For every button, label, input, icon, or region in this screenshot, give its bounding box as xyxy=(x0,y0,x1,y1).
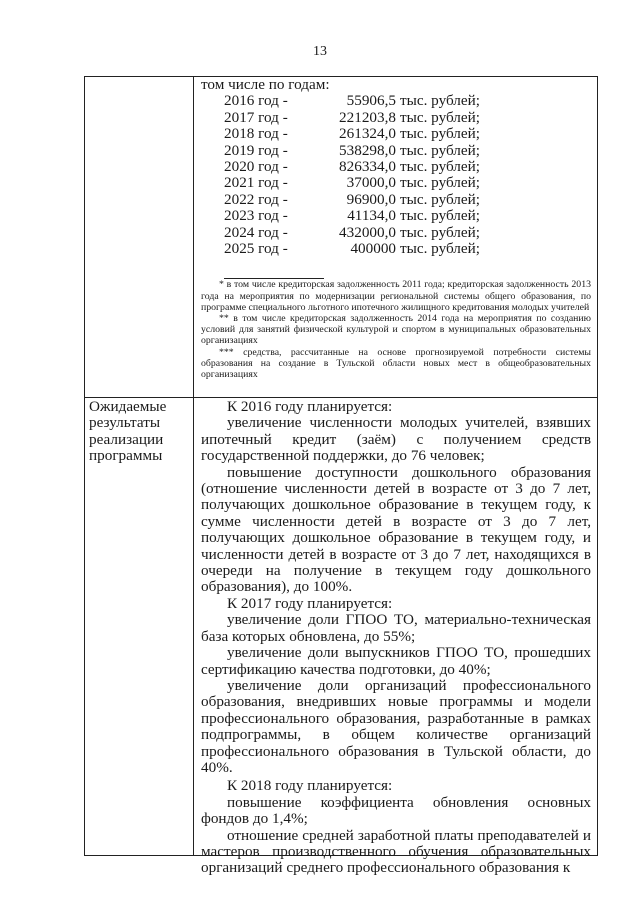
funding-year-unit: тыс. рублей; xyxy=(400,158,480,176)
funding-year-value: 400000 xyxy=(350,240,396,258)
funding-year-label: 2018 год - xyxy=(224,125,288,143)
funding-year-label: 2024 год - xyxy=(224,223,288,241)
funding-year-label: 2016 год - xyxy=(224,92,288,110)
funding-year-label: 2025 год - xyxy=(224,240,288,258)
funding-year-row xyxy=(224,159,591,175)
results-2018-heading: К 2018 году планируется: xyxy=(227,777,393,795)
funding-year-label: 2022 год - xyxy=(224,190,288,208)
funding-year-value: 221203,8 xyxy=(339,108,396,126)
funding-year-value: 432000,0 xyxy=(339,223,396,241)
footnote: ** в том числе кредиторская задолженность 2014 года на мероприятия по созданию условий для занятий физической культурой и спортом в муниципальных образовательных организациях xyxy=(201,313,591,347)
funding-year-unit: тыс. рублей; xyxy=(400,174,480,192)
funding-year-value: 55906,5 xyxy=(346,92,396,110)
footnote: * в том числе кредиторская задолженность 2011 года; кредиторская задолженность 2013 года на мероприятия по модернизации региональной системы общего образования, по программе специального льготного ипотечного жилищного кредитования молодых учителей xyxy=(201,279,591,313)
funding-year-label: 2020 год - xyxy=(224,158,288,176)
funding-year-label: 2019 год - xyxy=(224,141,288,159)
column-divider xyxy=(193,77,194,855)
funding-year-value: 826334,0 xyxy=(339,158,396,176)
funding-year-row xyxy=(224,192,591,208)
results-2017-heading: К 2017 году планируется: xyxy=(227,594,393,612)
funding-year-unit: тыс. рублей; xyxy=(400,207,480,225)
funding-year-row xyxy=(224,126,591,142)
results-cell xyxy=(201,399,591,877)
results-item: увеличение численности молодых учителей, взявших ипотечный кредит (заём) с получением средств государственной поддержки, до 76 человек; xyxy=(201,414,591,465)
results-item: повышение коэффициента обновления основных фондов до 1,4%; xyxy=(201,793,591,828)
funding-year-unit: тыс. рублей; xyxy=(400,223,480,241)
funding-year-unit: тыс. рублей; xyxy=(400,92,480,110)
funding-intro: том числе по годам: xyxy=(201,76,330,93)
funding-year-row xyxy=(224,208,591,224)
results-item: увеличение доли ГПОО ТО, материально-техническая база которых обновлена, до 55%; xyxy=(201,611,591,645)
page-number: 13 xyxy=(313,44,327,59)
results-item: отношение средней заработной платы преподавателей и мастеров производственного обучения образовательных организаций среднего профессионального образования к xyxy=(201,826,591,877)
results-item: увеличение доли организаций профессионального образования, внедривших новые программы и модели профессионального образования, разработанные в рамках подпрограммы, в общем количестве организаций профессионального образования в Тульской области, до 40%. xyxy=(201,676,591,776)
funding-year-value: 37000,0 xyxy=(346,174,396,192)
funding-year-label: 2023 год - xyxy=(224,207,288,225)
footnote: *** средства, рассчитанные на основе прогнозируемой потребности системы образования на создание в Тульской области новых мест в общеобразовательных организациях xyxy=(201,346,591,381)
results-label: Ожидаемые результаты реализации программы xyxy=(89,398,167,465)
funding-year-row xyxy=(224,93,591,109)
funding-year-unit: тыс. рублей; xyxy=(400,125,480,143)
funding-year-row xyxy=(224,143,591,159)
results-item: увеличение доли выпускников ГПОО ТО, прошедших сертификацию качества подготовки, до 40%; xyxy=(201,644,591,678)
funding-year-row xyxy=(224,225,591,241)
funding-year-value: 41134,0 xyxy=(347,207,396,225)
funding-year-label: 2021 год - xyxy=(224,174,288,192)
program-table xyxy=(84,76,598,877)
funding-year-row xyxy=(224,175,591,191)
funding-year-unit: тыс. рублей; xyxy=(400,240,480,258)
funding-year-unit: тыс. рублей; xyxy=(400,141,480,159)
funding-year-value: 96900,0 xyxy=(346,190,396,208)
funding-years-list xyxy=(224,93,591,257)
results-2016-heading: К 2016 году планируется: xyxy=(227,398,393,415)
funding-year-unit: тыс. рублей; xyxy=(400,190,480,208)
funding-year-unit: тыс. рублей; xyxy=(400,108,480,126)
results-item: повышение доступности дошкольного образования (отношение численности детей в возрасте от 3 до 7 лет, получающих дошкольное образование в текущем году, к сумме численности детей в возрасте от 3 до 7 лет, получающих дошкольное образование в текущем году, и численности детей в возрасте от 3 до 7 лет, находящихся в очереди на получение в текущем году дошкольного образования), до 100%. xyxy=(201,463,591,596)
funding-year-value: 261324,0 xyxy=(339,125,396,143)
funding-year-label: 2017 год - xyxy=(224,108,288,126)
funding-year-row xyxy=(224,110,591,126)
funding-year-row xyxy=(224,241,591,257)
funding-year-value: 538298,0 xyxy=(339,141,396,159)
funding-cell xyxy=(201,77,591,380)
